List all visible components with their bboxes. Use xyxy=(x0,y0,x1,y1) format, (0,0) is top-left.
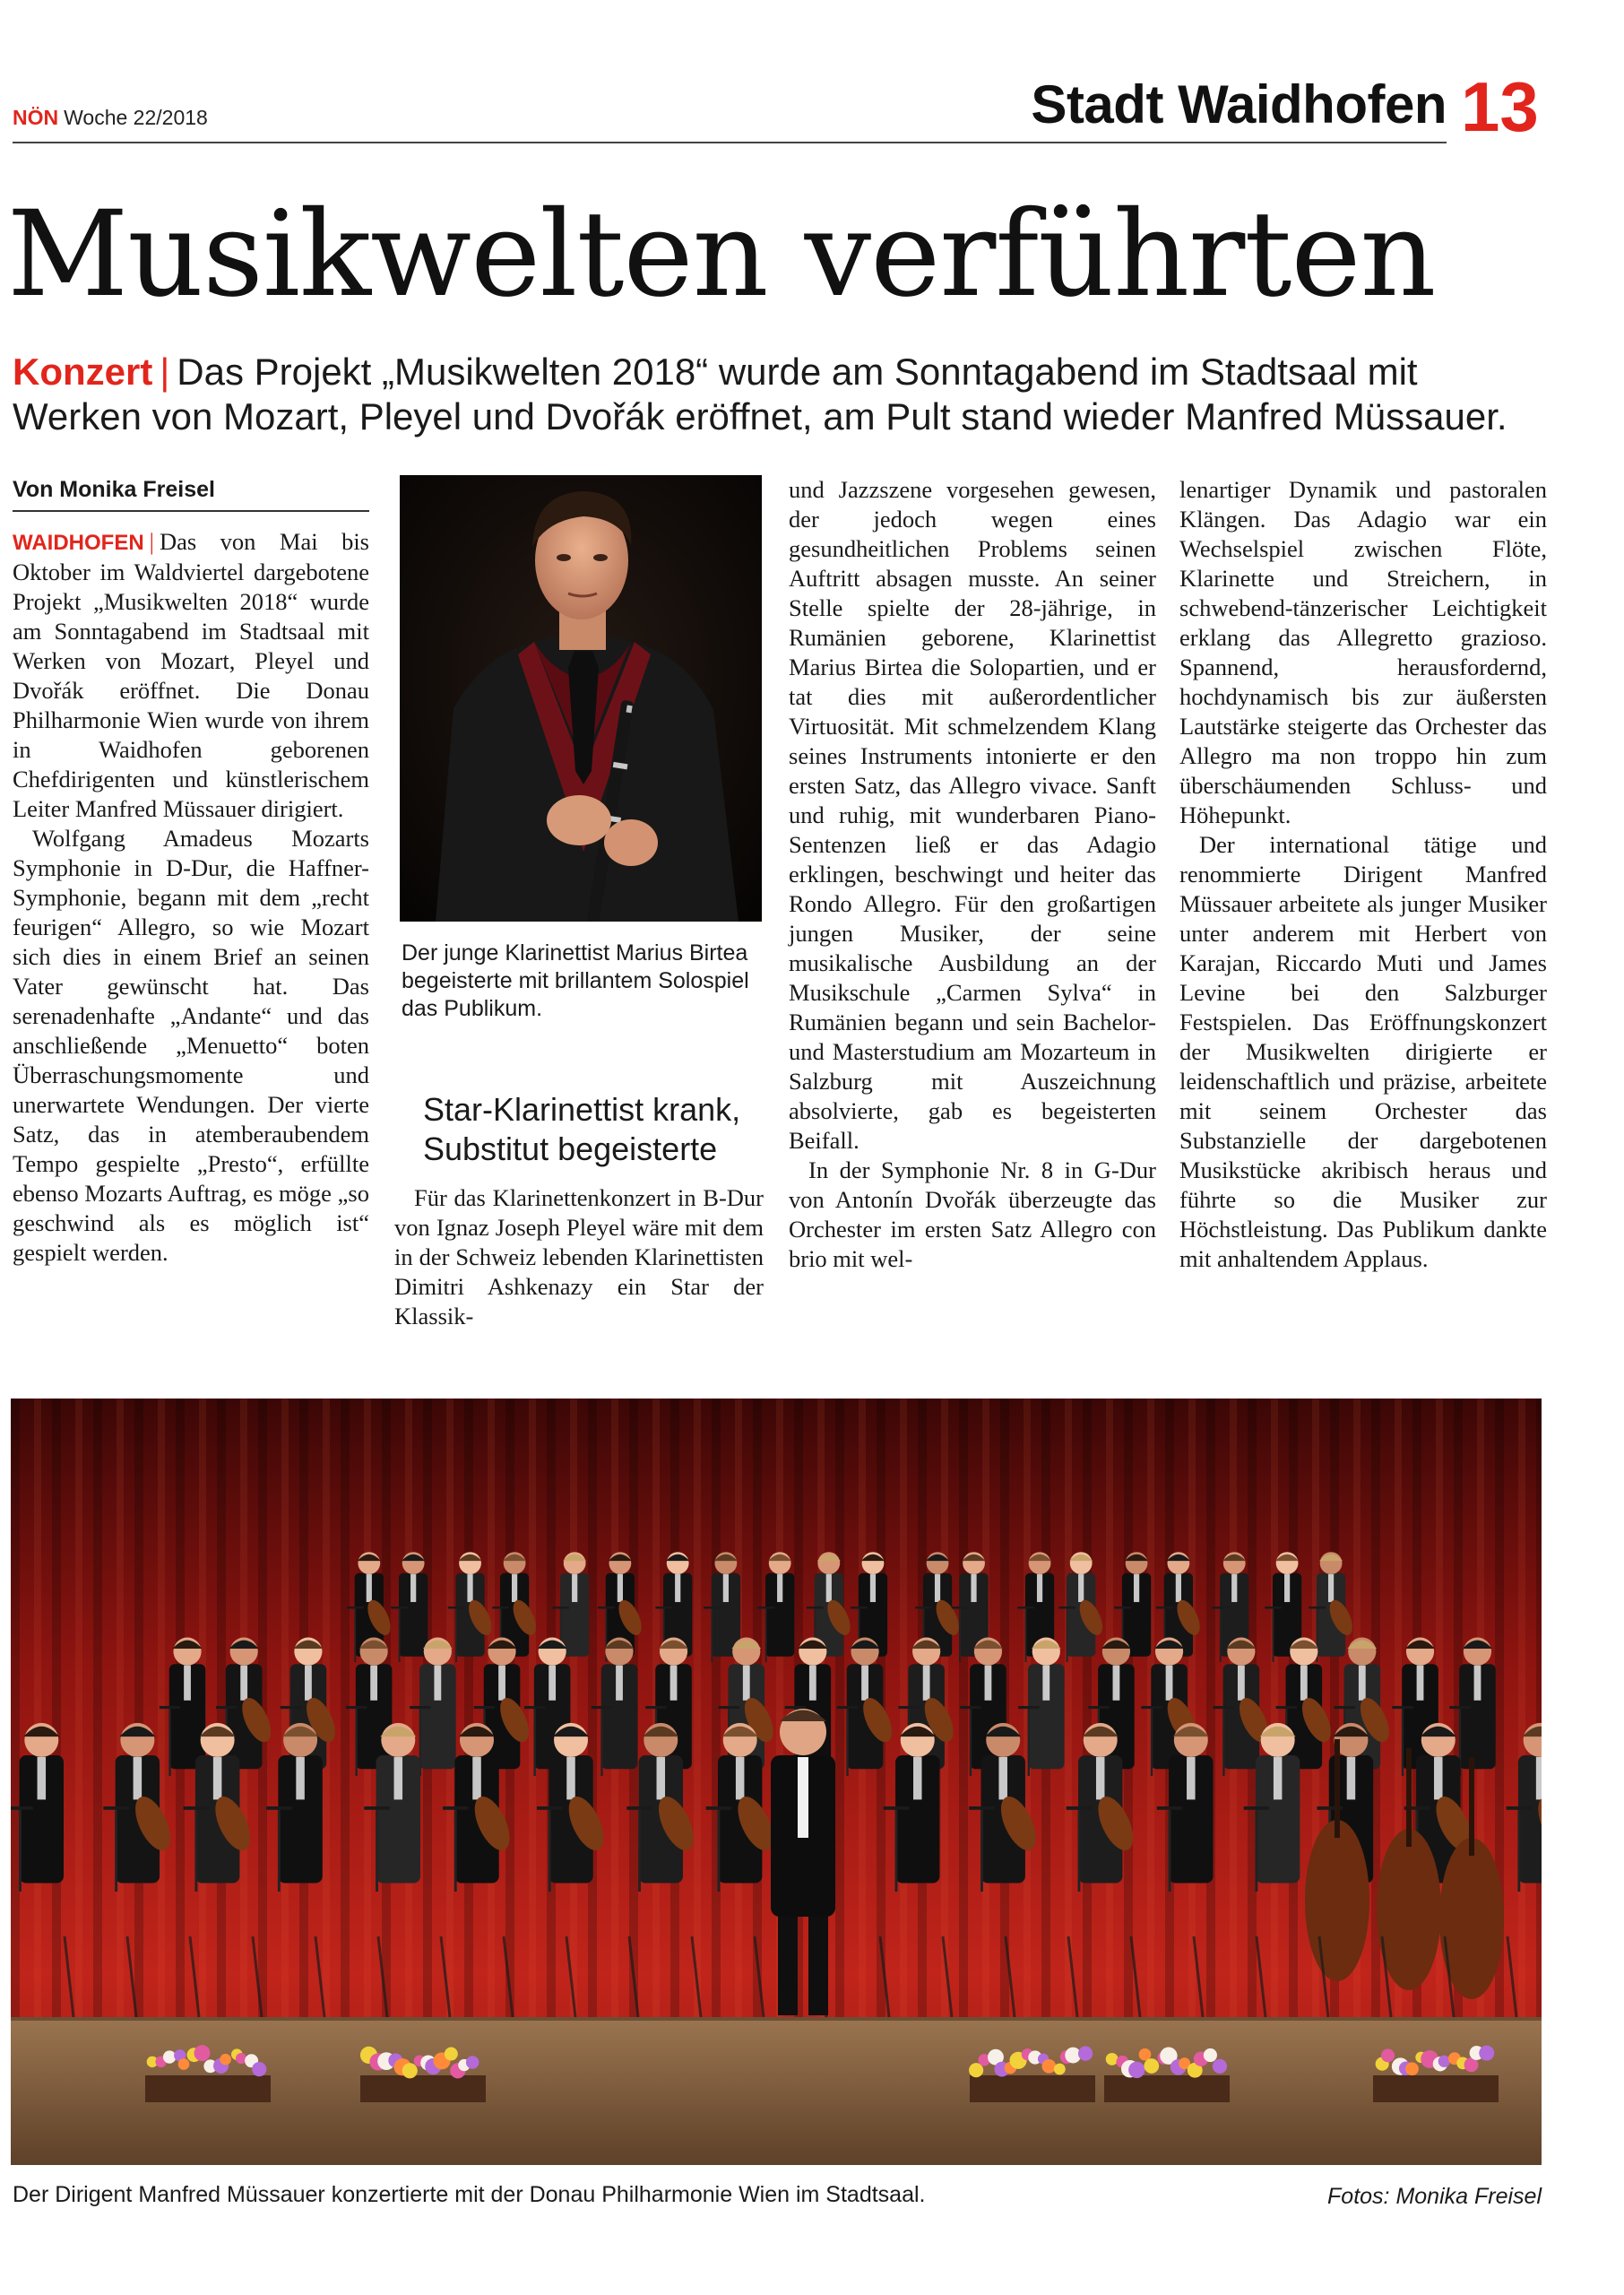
page-number: 13 xyxy=(1461,67,1539,146)
masthead xyxy=(13,106,208,130)
cello-shape xyxy=(1305,1820,1369,1981)
photo-caption-clarinettist: Der junge Klarinettist Marius Birtea begeisterte mit brillantem Solospiel das Publikum. xyxy=(402,940,749,1021)
header-divider xyxy=(13,142,1447,143)
article-column-2 xyxy=(394,1183,764,1331)
lead-kicker: Konzert xyxy=(13,351,153,393)
section-title: Stadt Waidhofen xyxy=(1031,74,1447,134)
article-column-1: WAIDHOFEN | Das von Mai bis Oktober im Waldviertel dargebotene Projekt „Musikwelten 2018“ wurde am Sonntagabend im Stadtsaal mit Werken von Mozart, Pleyel und Dvořák eröffnet. Die Donau Philharmonie Wien wurde von ihrem in Waidhofen geborenen Chefdirigenten und künstlerischem Leiter Manfred Müssauer dirigiert. Wolfgang Amadeus Mozarts Symphonie in D-Dur, die Haffner-Symphonie, begann mit dem „recht feurigen“ Allegro, so wie Mozart sich dies in einem Brief an seinen Vater gewünscht hat. Das serenadenhafte „Andante“ und das anschließende „Menuetto“ boten Überraschungsmomente und unerwartete Wendungen. Der vierte Satz, das in atemberaubendem Tempo gespielte „Presto“, erfüllte ebenso Mozarts Auftrag, es möge „so geschwind als es möglich ist“ gespielt werden. xyxy=(13,528,369,1266)
article-subhead: Star-Klarinettist krank, Substitut begeisterte xyxy=(423,1091,741,1167)
headline: Musikwelten verführten xyxy=(7,186,1436,324)
col3-paragraph-1: und Jazzszene vorgesehen gewesen, der jedoch wegen eines gesundheitlichen Problems seinen Auftritt absagen musste. An seiner Stelle spielte der 28-jährige, in Rumänien geborene, Klarinettist Marius Birtea die Solopartien, und er tat dies mit außerordentlicher Virtuosität. Mit schmelzendem Klang seines Instruments intonierte er den ersten Satz, das Allegro vivace. Sanft und ruhig, mit wunderbaren Piano-Sentenzen ließ er das Adagio erklingen, beschwingt und heiter das Rondo Allegro. Für den großartigen jungen Musiker, der seine musikalische Ausbildung an der Musikschule „Carmen Sylva“ in Rumänien begann und sein Bachelor- und Masterstudium am Mozarteum in Salzburg mit Auszeichnung absolvierte, gab es begeisterten Beifall. xyxy=(789,476,1156,1154)
dateline: WAIDHOFEN xyxy=(13,531,144,555)
photo-credit: Fotos: Monika Freisel xyxy=(1327,2184,1542,2209)
col2-paragraph-1: Für das Klarinettenkonzert in B-Dur von Ignaz Joseph Pleyel wäre mit dem in der Schweiz lebenden Klarinettisten Dimitri Ashkenazy ein Star der Klassik- xyxy=(394,1184,764,1329)
byline: Von Monika Freisel xyxy=(13,477,369,512)
lead-paragraph: Konzert | Das Projekt „Musikwelten 2018“ wurde am Sonntagabend im Stadtsaal mit Werken von Mozart, Pleyel und Dvořák eröffnet, am Pult stand wieder Manfred Müssauer. xyxy=(13,351,1507,437)
col4-paragraph-1: lenartiger Dynamik und pastoralen Klängen. Das Adagio war ein Wechselspiel zwischen Flöte, Klarinette und Streichern, in schwebend-tänzerischer Leichtigkeit erklang das Allegretto grazioso. Spannend, herausfordernd, hochdynamisch bis zur äußersten Lautstärke steigerte das Orchester das Allegro ma non troppo hin zum überschäumenden Schluss- und Höhepunkt. xyxy=(1179,476,1547,828)
photo-caption-orchestra: Der Dirigent Manfred Müssauer konzertierte mit der Donau Philharmonie Wien im Stadtsaal. xyxy=(13,2182,926,2207)
article-column-4 xyxy=(1179,475,1547,1274)
issue-label: Woche 22/2018 xyxy=(64,106,208,129)
brand-logo: NÖN xyxy=(13,106,59,129)
clarinettist-photo xyxy=(400,475,762,922)
col1-paragraph-1: Das von Mai bis Oktober im Waldviertel dargebotene Projekt „Musikwelten 2018“ wurde am Sonntagabend im Stadtsaal mit Werken von Mozart, Pleyel und Dvořák eröffnet. Die Donau Philharmonie Wien wurde von ihrem in Waidhofen geborenen Chefdirigenten und künstlerischem Leiter Manfred Müssauer dirigiert. xyxy=(13,528,369,822)
col1-paragraph-2: Wolfgang Amadeus Mozarts Symphonie in D-Dur, die Haffner-Symphonie, begann mit dem „recht feurigen“ Allegro, so wie Mozart sich dies in einem Brief an seinen Vater gewünscht hat. Das serenadenhafte „Andante“ und das anschließende „Menuetto“ boten Überraschungsmomente und unerwartete Wendungen. Der vierte Satz, das in atemberaubendem Tempo gespielte „Presto“, erfüllte ebenso Mozarts Auftrag, es möge „so geschwind als es möglich ist“ gespielt werden. xyxy=(13,825,369,1266)
article-column-3 xyxy=(789,475,1156,1274)
orchestra-photo xyxy=(11,1399,1542,2165)
col4-paragraph-2: Der international tätige und renommierte Dirigent Manfred Müssauer arbeitete als junger Musiker unter anderem mit Herbert von Karajan, Riccardo Muti und James Levine bei den Salzburger Festspielen. Das Eröffnungskonzert der Musikwelten dirigierte er leidenschaftlich und präzise, arbeitete mit seinem Orchester das Substanzielle der dargebotenen Musikstücke akribisch heraus und führte so die Musiker zur Höchstleistung. Das Publikum dankte mit anhaltendem Applaus. xyxy=(1179,831,1547,1272)
lead-text: Das Projekt „Musikwelten 2018“ wurde am Sonntagabend im Stadtsaal mit Werken von Mozart, Pleyel und Dvořák eröffnet, am Pult stand wieder Manfred Müssauer. xyxy=(13,351,1507,437)
col3-paragraph-2: In der Symphonie Nr. 8 in G-Dur von Antonín Dvořák überzeugte das Orchester im ersten Satz Allegro con brio mit wel- xyxy=(789,1156,1156,1272)
